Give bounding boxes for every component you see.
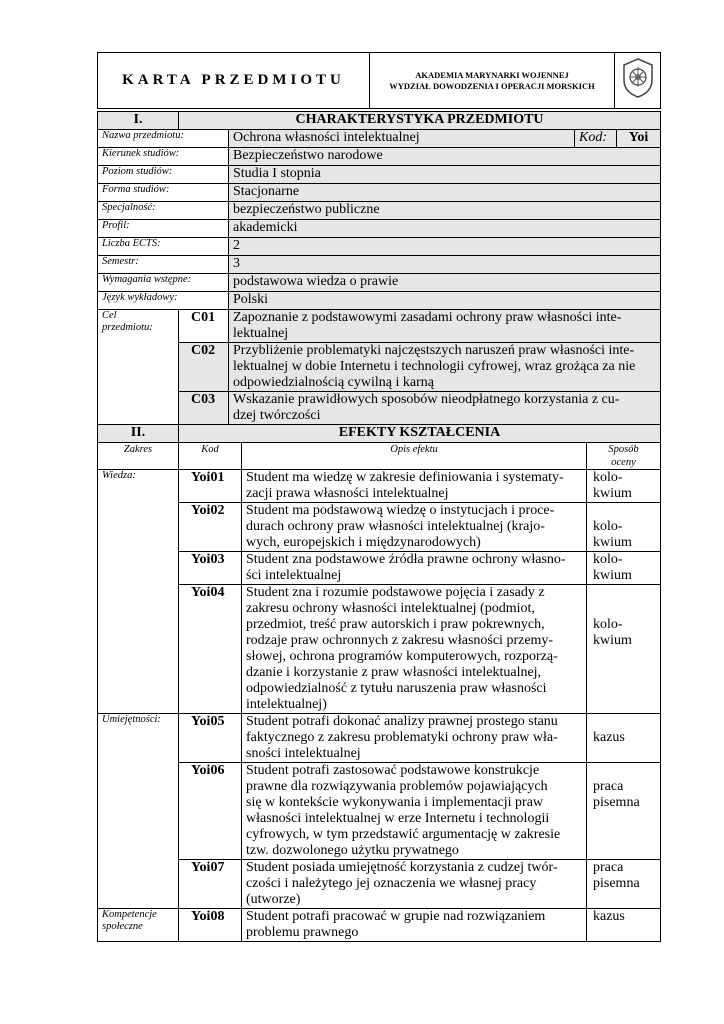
field-label: Liczba ECTS: bbox=[98, 238, 229, 256]
outcome-assessment: kazus bbox=[587, 909, 661, 942]
outcome-description: Student ma podstawową wiedzę o instytucjach i proce- durach ochrony praw własności intelektualnej (krajo- wych, europejskich i międzynarodowych) bbox=[242, 503, 587, 552]
outcome-assessment: kolo- kwium bbox=[587, 585, 661, 714]
outcome-description: Student ma wiedzę w zakresie definiowania i systematy- zacji prawa własności intelektualnej bbox=[242, 470, 587, 503]
group-label: Umiejętności: bbox=[98, 714, 179, 909]
academy-emblem-icon bbox=[615, 53, 661, 109]
section-1-table bbox=[97, 111, 661, 425]
course-card bbox=[97, 52, 660, 942]
outcome-assessment: kolo- kwium bbox=[587, 552, 661, 585]
field-value: Stacjonarne bbox=[229, 184, 661, 202]
outcome-code: Yoi05 bbox=[179, 714, 242, 763]
field-value: Studia I stopnia bbox=[229, 166, 661, 184]
goal-code: C02 bbox=[179, 343, 229, 392]
column-header-assessment: Sposób oceny bbox=[587, 443, 661, 470]
field-value: Bezpieczeństwo narodowe bbox=[229, 148, 661, 166]
field-label: Specjalność: bbox=[98, 202, 229, 220]
field-label: Nazwa przedmiotu: bbox=[98, 130, 229, 148]
field-value: 3 bbox=[229, 256, 661, 274]
institution-name: AKADEMIA MARYNARKI WOJENNEJ WYDZIAŁ DOWODZENIA I OPERACJI MORSKICH bbox=[370, 53, 615, 109]
section-2-table bbox=[97, 424, 661, 942]
goal-code: C03 bbox=[179, 392, 229, 425]
goals-label: Cel przedmiotu: bbox=[98, 310, 179, 425]
field-value: podstawowa wiedza o prawie bbox=[229, 274, 661, 292]
outcome-code: Yoi08 bbox=[179, 909, 242, 942]
field-value: bezpieczeństwo publiczne bbox=[229, 202, 661, 220]
outcome-description: Student potrafi zastosować podstawowe konstrukcje prawne dla rozwiązywania problemów pojawiających się w kontekście wykonywania i implementacji praw własności intelektualnej w erze Internetu i technologii cyfrowych, w tym przedstawić argumentację w zakresie tzw. dozwolonego użytku prywatnego bbox=[242, 763, 587, 860]
outcome-assessment: kazus bbox=[587, 714, 661, 763]
field-label: Język wykładowy: bbox=[98, 292, 229, 310]
code-label: Kod: bbox=[575, 130, 617, 148]
field-label: Poziom studiów: bbox=[98, 166, 229, 184]
field-value: akademicki bbox=[229, 220, 661, 238]
field-label: Profil: bbox=[98, 220, 229, 238]
outcome-description: Student potrafi pracować w grupie nad rozwiązaniem problemu prawnego bbox=[242, 909, 587, 942]
column-header-code: Kod bbox=[179, 443, 242, 470]
outcome-description: Student posiada umiejętność korzystania z cudzej twór- czości i należytego jej oznaczenia we własnej pracy (utworze) bbox=[242, 860, 587, 909]
card-title: KARTA PRZEDMIOTU bbox=[98, 53, 370, 109]
header-table bbox=[97, 52, 661, 109]
field-label: Semestr: bbox=[98, 256, 229, 274]
column-header-scope: Zakres bbox=[98, 443, 179, 470]
field-label: Wymagania wstępne: bbox=[98, 274, 229, 292]
outcome-code: Yoi01 bbox=[179, 470, 242, 503]
outcome-code: Yoi06 bbox=[179, 763, 242, 860]
column-header-description: Opis efektu bbox=[242, 443, 587, 470]
goal-text: Wskazanie prawidłowych sposobów nieodpłatnego korzystania z cu- dzej twórczości bbox=[229, 392, 661, 425]
field-value: 2 bbox=[229, 238, 661, 256]
group-label: Kompetencje społeczne bbox=[98, 909, 179, 942]
outcome-assessment: kolo- kwium bbox=[587, 503, 661, 552]
section-number: I. bbox=[98, 112, 179, 130]
field-value: Ochrona własności intelektualnej bbox=[229, 130, 575, 148]
field-value: Polski bbox=[229, 292, 661, 310]
field-label: Kierunek studiów: bbox=[98, 148, 229, 166]
goal-text: Zapoznanie z podstawowymi zasadami ochrony praw własności inte- lektualnej bbox=[229, 310, 661, 343]
outcome-description: Student potrafi dokonać analizy prawnej prostego stanu faktycznego z zakresu problematyki ochrony praw wła- sności intelektualnej bbox=[242, 714, 587, 763]
outcome-assessment: praca pisemna bbox=[587, 860, 661, 909]
outcome-code: Yoi07 bbox=[179, 860, 242, 909]
section-title: CHARAKTERYSTYKA PRZEDMIOTU bbox=[179, 112, 661, 130]
code-value: Yoi bbox=[617, 130, 661, 148]
outcome-description: Student zna i rozumie podstawowe pojęcia i zasady z zakresu ochrony własności intelektualnej (podmiot, przedmiot, treść praw autorskich i praw pokrewnych, rodzaje praw ochronnych z zakresu własności przemy- słowej, ochrona programów komputerowych, rozporzą- dzanie i korzystanie z praw własności intelektualnej, odpowiedzialność z tytułu naruszenia praw własności intelektualnej) bbox=[242, 585, 587, 714]
outcome-assessment: praca pisemna bbox=[587, 763, 661, 860]
goal-code: C01 bbox=[179, 310, 229, 343]
group-label: Wiedza: bbox=[98, 470, 179, 714]
goal-text: Przybliżenie problematyki najczęstszych naruszeń praw własności inte- lektualnej w dobie Internetu i technologii cyfrowej, wraz grożąca za nie odpowiedzialnością cywilną i karną bbox=[229, 343, 661, 392]
outcome-code: Yoi04 bbox=[179, 585, 242, 714]
outcome-code: Yoi02 bbox=[179, 503, 242, 552]
outcome-description: Student zna podstawowe źródła prawne ochrony własno- ści intelektualnej bbox=[242, 552, 587, 585]
outcome-code: Yoi03 bbox=[179, 552, 242, 585]
outcome-assessment: kolo- kwium bbox=[587, 470, 661, 503]
field-label: Forma studiów: bbox=[98, 184, 229, 202]
section-title: EFEKTY KSZTAŁCENIA bbox=[179, 425, 661, 443]
section-number: II. bbox=[98, 425, 179, 443]
